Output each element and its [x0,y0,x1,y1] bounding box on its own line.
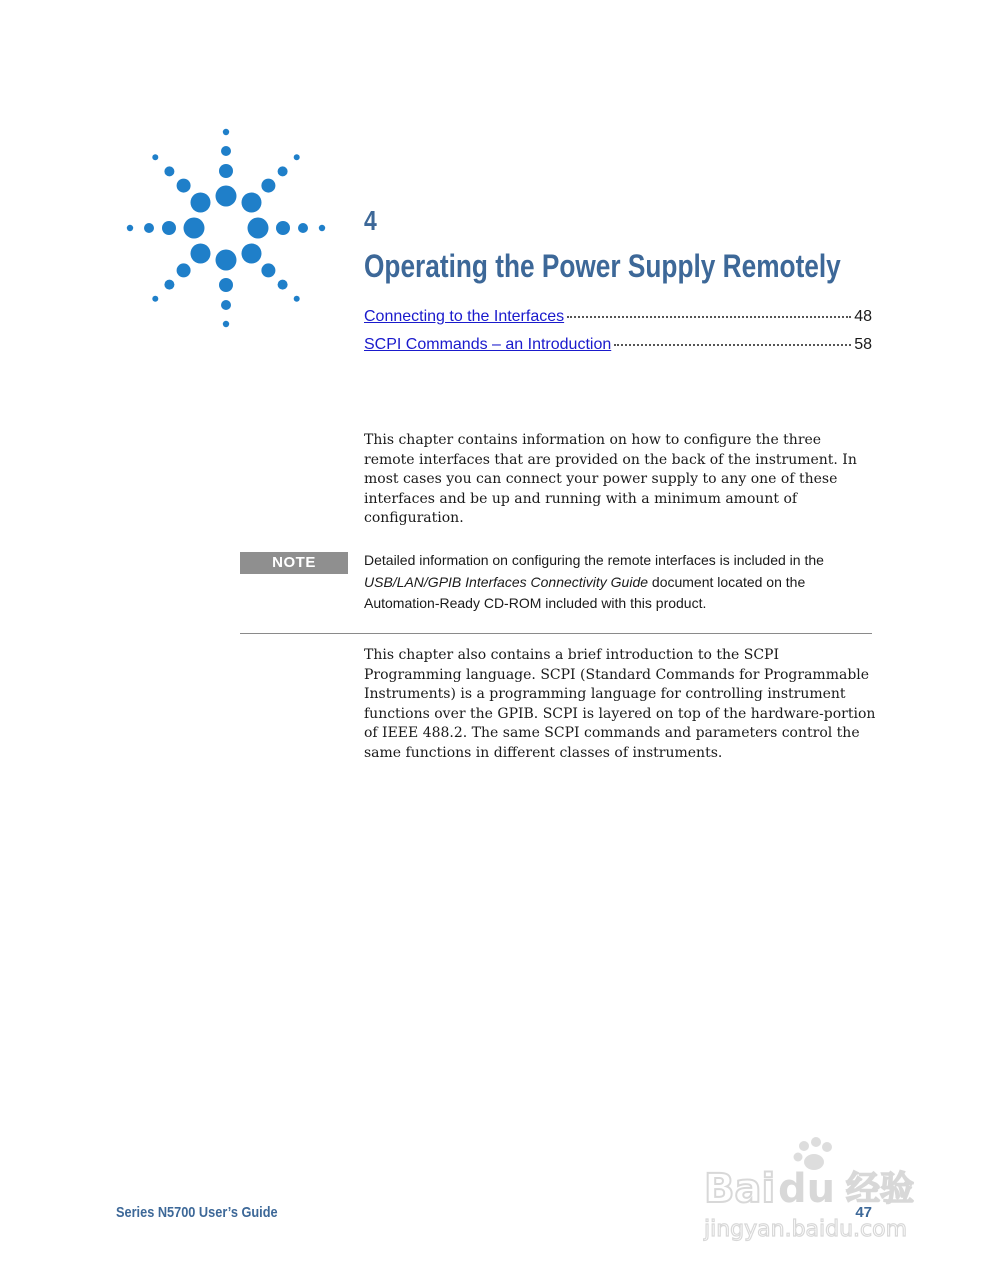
logo-dot [261,179,275,193]
watermark-url: jingyan.baidu.com [704,1217,908,1242]
logo-dot [278,280,288,290]
note-text-before: Detailed information on configuring the remote interfaces is included in the [364,552,824,568]
toc-link-scpi-introduction[interactable]: SCPI Commands – an Introduction [364,336,612,353]
chapter-title: Operating the Power Supply Remotely [364,248,841,284]
logo-dot [144,223,154,233]
logo-dot [164,280,174,290]
toc-page-number: 58 [854,336,872,353]
logo-dot [162,221,176,235]
logo-dot [164,166,174,176]
scpi-paragraph: This chapter also contains a brief introduction to the SCPI Programming language. SCPI (Standard Commands for Programmable Instruments) is a programming language for controlling instrument functions over the GPIB. SCPI is layered on top of the hardware-portion of IEEE 488.2. The same SCPI commands and parameters control the same functions in different classes of instruments. [364,647,876,761]
logo-dot [223,129,229,135]
logo-dot [152,154,158,160]
logo-dot [276,221,290,235]
logo-dot [216,186,237,207]
toc-leader-dots [567,316,851,318]
footer-guide-title: Series N5700 User’s Guide [116,1204,278,1221]
note-text-after: document located on the Automation-Ready CD-ROM included with this product. [364,573,806,611]
note-badge: NOTE [240,552,348,574]
logo-dot [223,321,229,327]
toc-leader-dots [614,344,851,346]
logo-dot [248,218,269,239]
baidu-watermark [700,1132,940,1252]
note-text [364,550,874,615]
intro-paragraph: This chapter contains information on how to configure the three remote interfaces that are provided on the back of the instrument. In most cases you can connect your power supply to any one of these interfaces and be up and running with a minimum amount of configuration. [364,432,857,526]
spark-logo-icon [110,112,342,344]
logo-dot [319,225,325,231]
watermark-brand-du: du [778,1166,836,1212]
connectivity-guide-title: USB/LAN/GPIB Interfaces Connectivity Guide [364,573,649,590]
logo-dot [242,193,262,213]
toc-entry[interactable] [364,336,872,364]
logo-dot [191,244,211,264]
logo-dot [184,218,205,239]
logo-dot [221,300,231,310]
toc-entry[interactable] [364,308,872,336]
logo-dot [177,179,191,193]
logo-dot [294,296,300,302]
note-divider [240,633,872,634]
footer-page-number: 47 [855,1204,872,1221]
logo-dot [219,164,233,178]
logo-dot [177,263,191,277]
logo-dot [216,250,237,271]
logo-dot [278,166,288,176]
logo-dot [261,263,275,277]
logo-dot [294,154,300,160]
logo-dot [219,278,233,292]
logo-dot [242,244,262,264]
chapter-number: 4 [364,205,377,236]
logo-dot [152,296,158,302]
logo-dot [127,225,133,231]
toc-page-number: 48 [854,308,872,325]
watermark-cn: 经验 [846,1169,914,1209]
watermark-brand: Bai [704,1166,776,1212]
chapter-toc [364,308,872,364]
logo-dot [191,193,211,213]
logo-dot [298,223,308,233]
logo-dot [221,146,231,156]
toc-link-connecting-interfaces[interactable]: Connecting to the Interfaces [364,308,565,325]
